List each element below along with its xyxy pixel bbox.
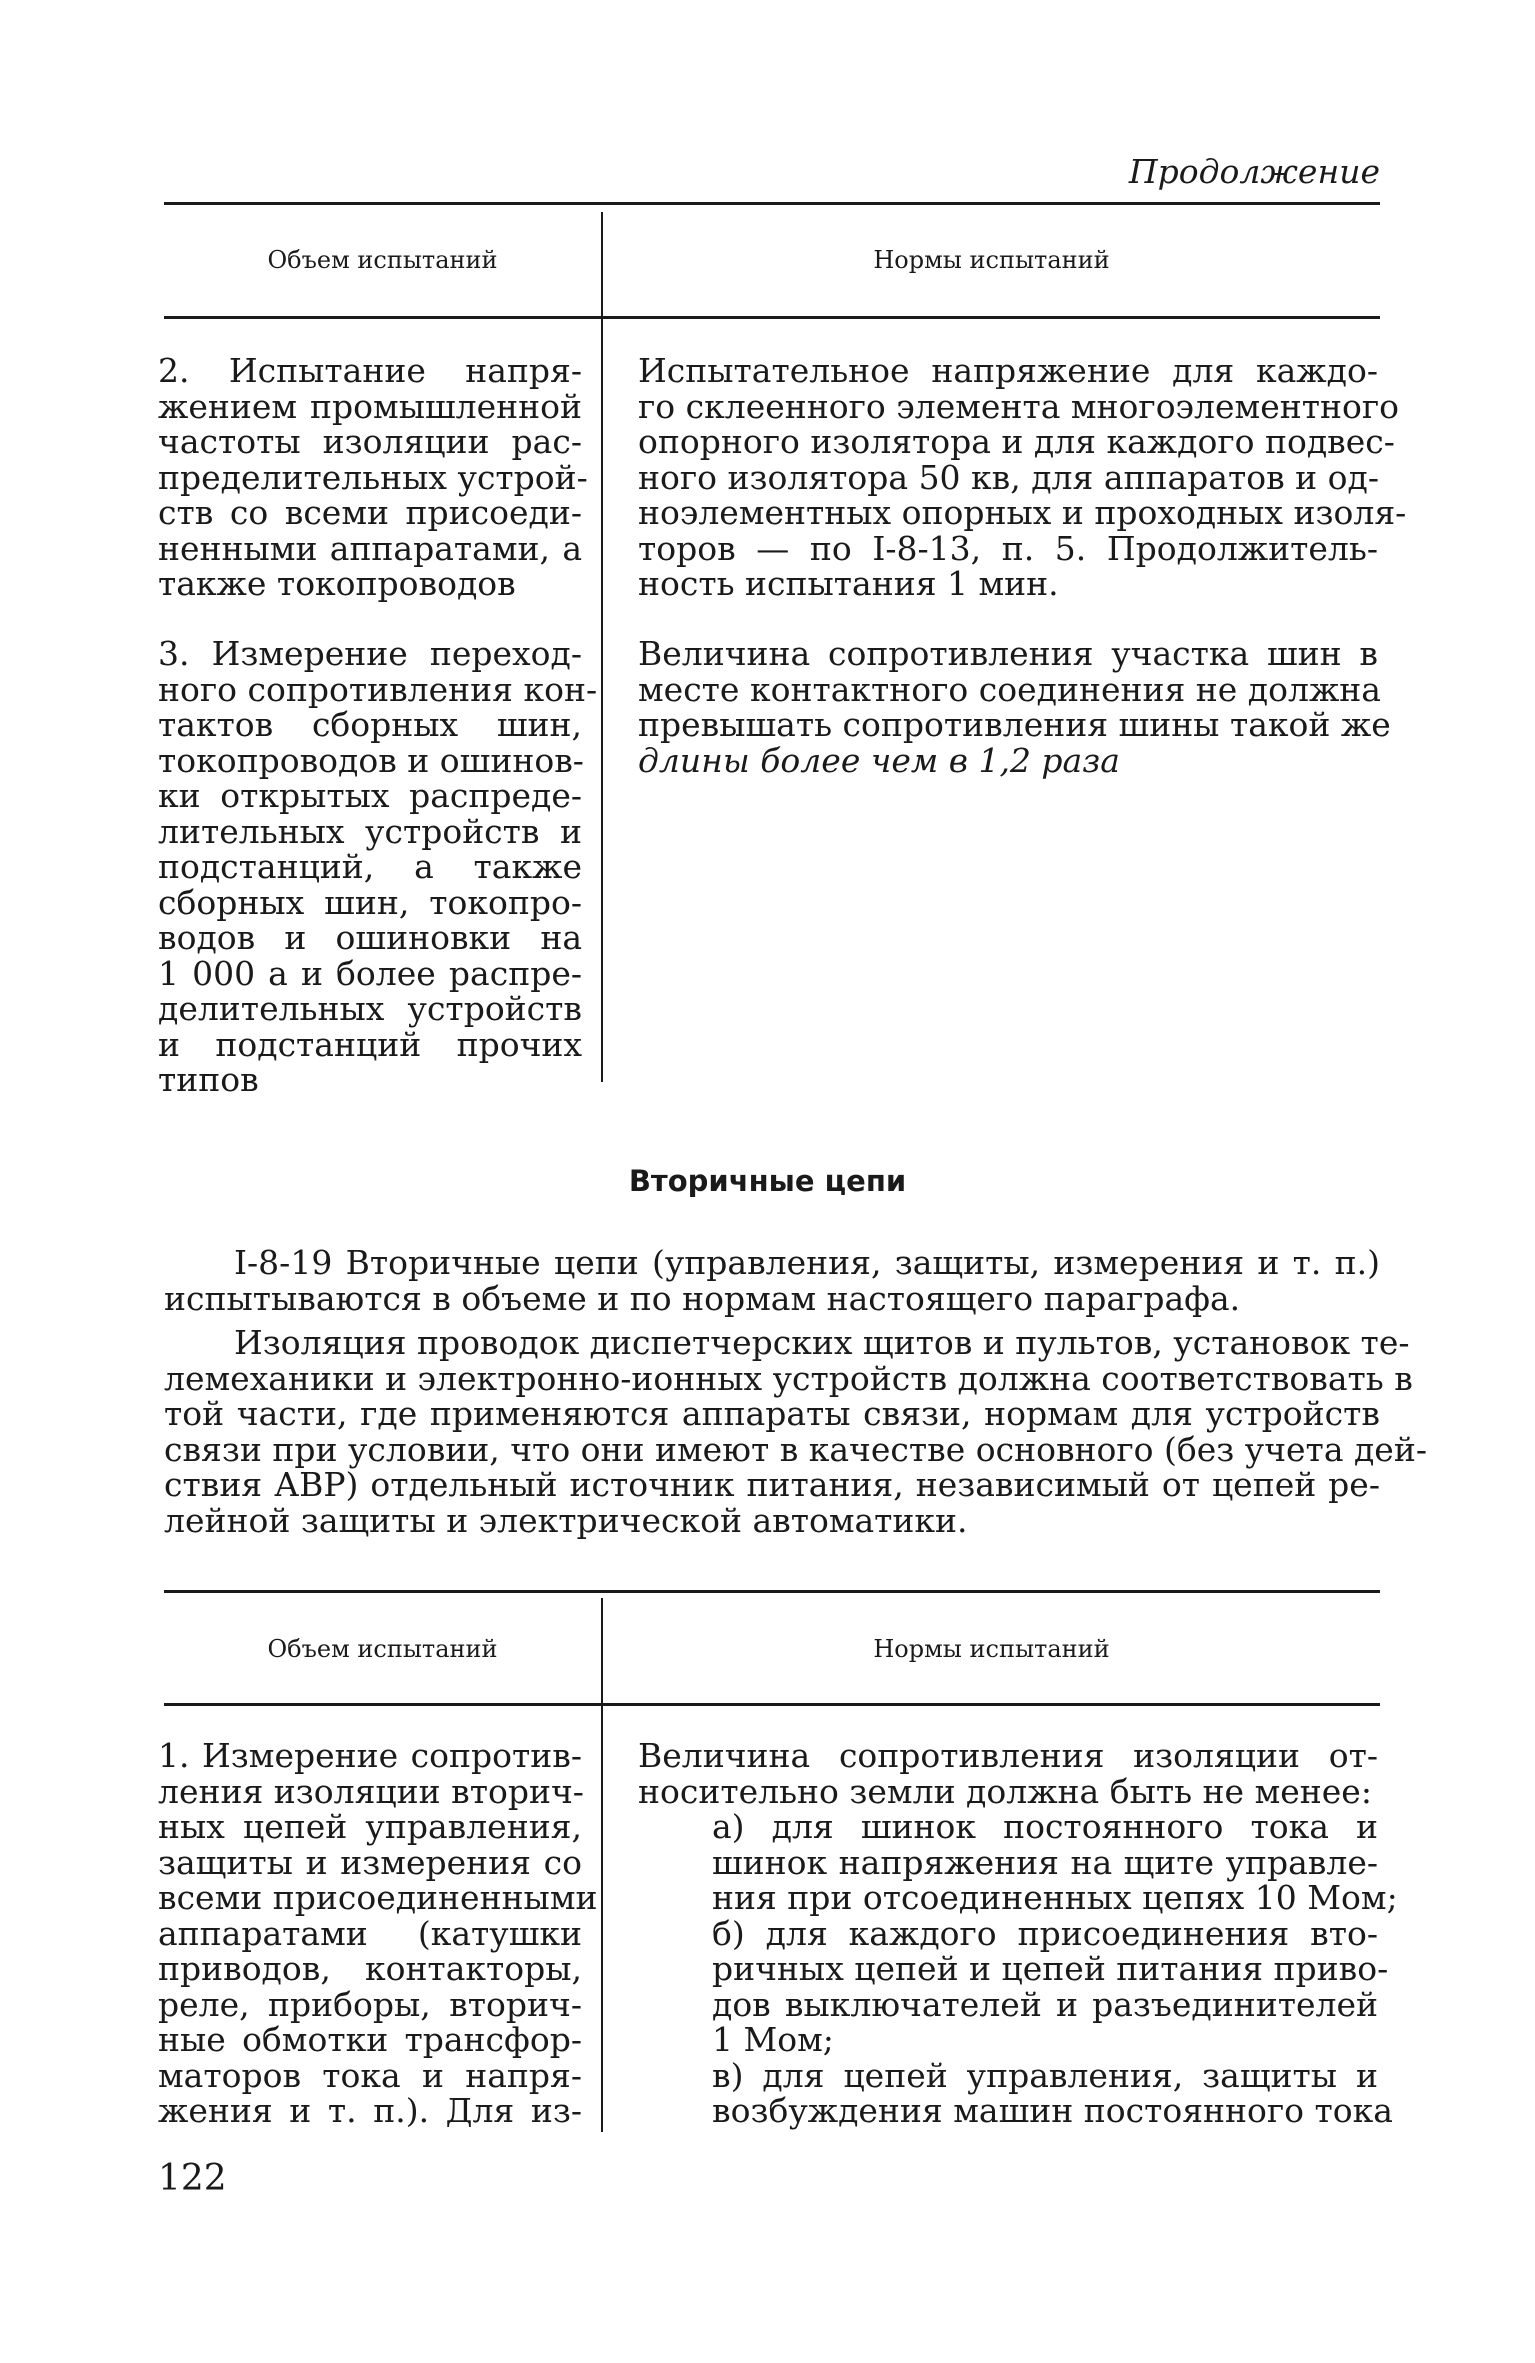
- table1-top-rule: [164, 202, 1380, 205]
- paragraph-2: Изоляция проводок диспетчерских щитов и пультов, установок те- лемеханики и электронно-ионных устройств должна соответствовать в той части, где применяются аппараты связи, нормам для устройств связи при условии, что они имеют в качестве основного (без учета дей- ствия АВР) отдельный источник питания, независимый от цепей ре- лейной защиты и электрической автоматики.: [164, 1323, 1427, 1540]
- table2-header-norms: Нормы испытаний: [873, 1635, 1110, 1663]
- table1-header-norms: Нормы испытаний: [873, 246, 1110, 274]
- page-number: 122: [158, 2158, 227, 2199]
- table2-header-scope: Объем испытаний: [267, 1635, 498, 1663]
- table2-top-rule: [164, 1590, 1380, 1593]
- table1-header-rule: [164, 316, 1380, 319]
- paragraph-1: I-8-19 Вторичные цепи (управления, защиты, измерения и т. п.) испытываются в объеме и по нормам настоящего параграфа.: [164, 1243, 1380, 1318]
- table1-row2-scope: 3. Измерение переход- ного сопротивления кон- тактов сборных шин, токопроводов и ошинов- ки открытых распреде- лительных устройств и подстанций, а также сборных шин, токопро- водов и ошиновки на 1 000 а и более распре- делительных устройств и подстанций прочих типов: [158, 634, 598, 1099]
- table1-column-divider: [601, 212, 603, 1082]
- section-title: Вторичные цепи: [628, 1164, 907, 1198]
- table2-header-rule: [164, 1703, 1380, 1706]
- continuation-label: Продолжение: [1128, 152, 1380, 191]
- table1-header-scope: Объем испытаний: [267, 246, 498, 274]
- table1-row1-norms: Испытательное напряжение для каждо- го склеенного элемента многоэлементного опорного изолятора и для каждого подвес- ного изолятора 50 кв, для аппаратов и од- ноэлементных опорных и проходных изоля- торов — по I-8-13, п. 5. Продолжитель- ность испытания 1 мин.: [638, 351, 1407, 603]
- table2-row1-norms: Величина сопротивления изоляции от- носительно земли должна быть не менее: а) для шинок постоянного тока и шинок напряжения на щите управле- ния при отсоединенных цепях 10 Мом; б) для каждого присоединения вто- ричных цепей и цепей питания приво- дов выключателей и разъединителей 1 Мом; в) для цепей управления, защиты и возбуждения машин постоянного тока: [638, 1736, 1398, 2130]
- table2-column-divider: [601, 1598, 603, 2132]
- table1-row2-norms: Величина сопротивления участка шин в месте контактного соединения не должна превышать сопротивления шины такой же длины более чем в 1,2 раза: [638, 634, 1391, 780]
- table1-row1-scope: 2. Испытание напря- жением промышленной частоты изоляции рас- пределительных устрой- ств со всеми присоеди- ненными аппаратами, а также токопроводов: [158, 351, 588, 603]
- table2-row1-scope: 1. Измерение сопротив- ления изоляции вторич- ных цепей управления, защиты и измерения со всеми присоединенными аппаратами (катушки приводов, контакторы, реле, приборы, вторич- ные обмотки трансфор- маторов тока и напря- жения и т. п.). Для из-: [158, 1736, 598, 2130]
